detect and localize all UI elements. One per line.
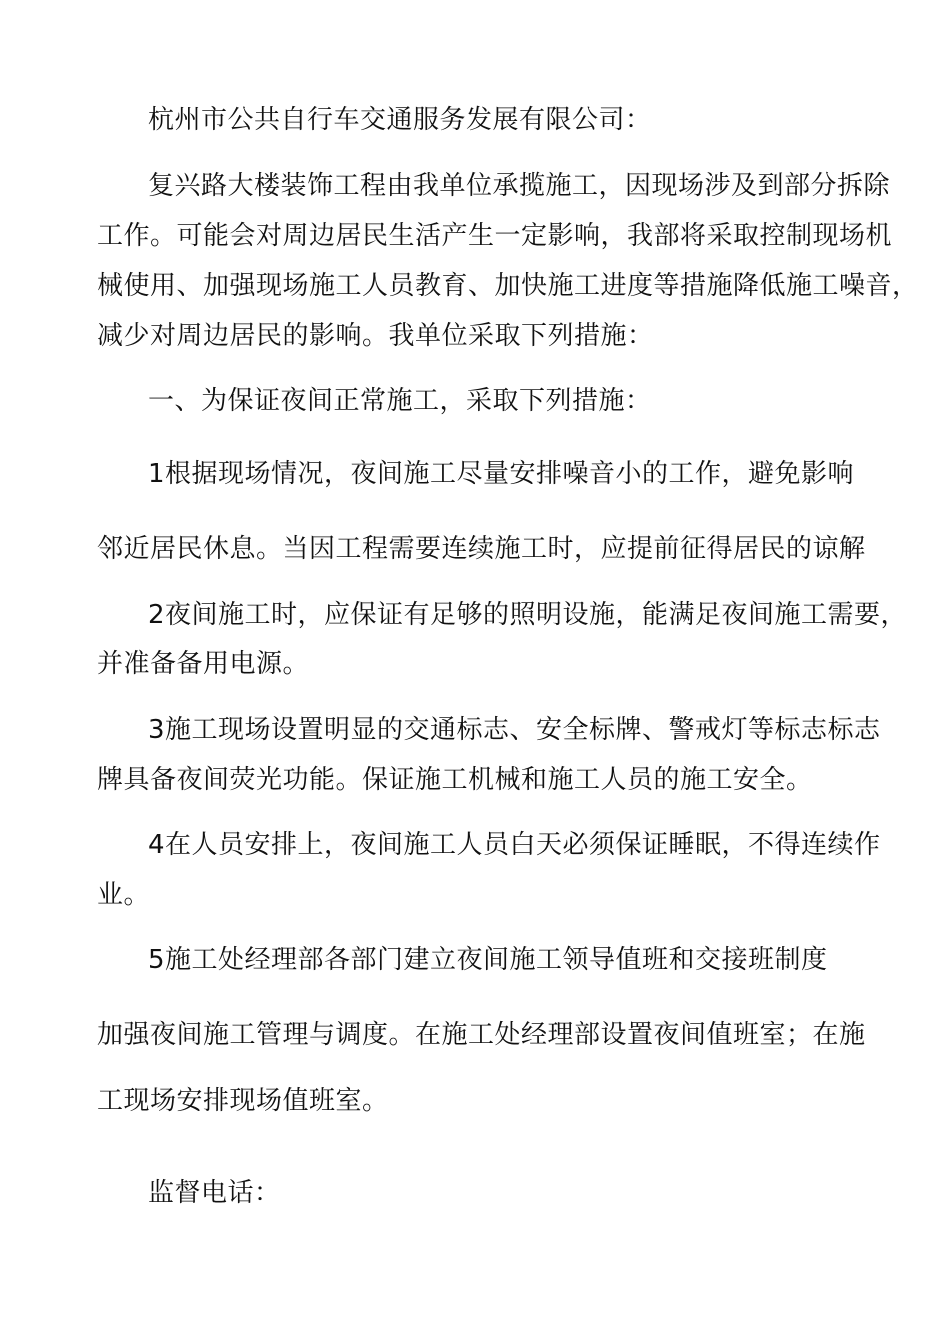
intro-line: 减少对周边居民的影响。我单位采取下列措施： xyxy=(97,321,654,351)
hotline-label: 监督电话： xyxy=(148,1178,281,1208)
measure-line: 1根据现场情况，夜间施工尽量安排噪音小的工作，避免影响 xyxy=(148,459,855,489)
salutation: 杭州市公共自行车交通服务发展有限公司： xyxy=(148,105,652,135)
intro-line: 复兴路大楼装饰工程由我单位承揽施工，因现场涉及到部分拆除 xyxy=(148,171,891,201)
measure-line: 业。 xyxy=(97,880,151,910)
measure-line: 工现场安排现场值班室。 xyxy=(97,1086,389,1116)
measure-line: 邻近居民休息。当因工程需要连续施工时，应提前征得居民的谅解 xyxy=(97,534,866,564)
measure-line: 3施工现场设置明显的交通标志、安全标牌、警戒灯等标志标志 xyxy=(148,715,881,745)
intro-line: 工作。可能会对周边居民生活产生一定影响，我部将采取控制现场机 xyxy=(97,221,893,251)
measure-line: 加强夜间施工管理与调度。在施工处经理部设置夜间值班室；在施 xyxy=(97,1020,866,1050)
measure-line: 并准备备用电源。 xyxy=(97,649,310,679)
measure-line: 2夜间施工时，应保证有足够的照明设施，能满足夜间施工需要， xyxy=(148,600,908,630)
measure-line: 5施工处经理部各部门建立夜间施工领导值班和交接班制度 xyxy=(148,945,828,975)
measure-line: 牌具备夜间荧光功能。保证施工机械和施工人员的施工安全。 xyxy=(97,765,813,795)
section-heading: 一、为保证夜间正常施工，采取下列措施： xyxy=(148,386,652,416)
measure-line: 4在人员安排上，夜间施工人员白天必须保证睡眠，不得连续作 xyxy=(148,830,881,860)
intro-line: 械使用、加强现场施工人员教育、加快施工进度等措施降低施工噪音， xyxy=(97,271,919,301)
